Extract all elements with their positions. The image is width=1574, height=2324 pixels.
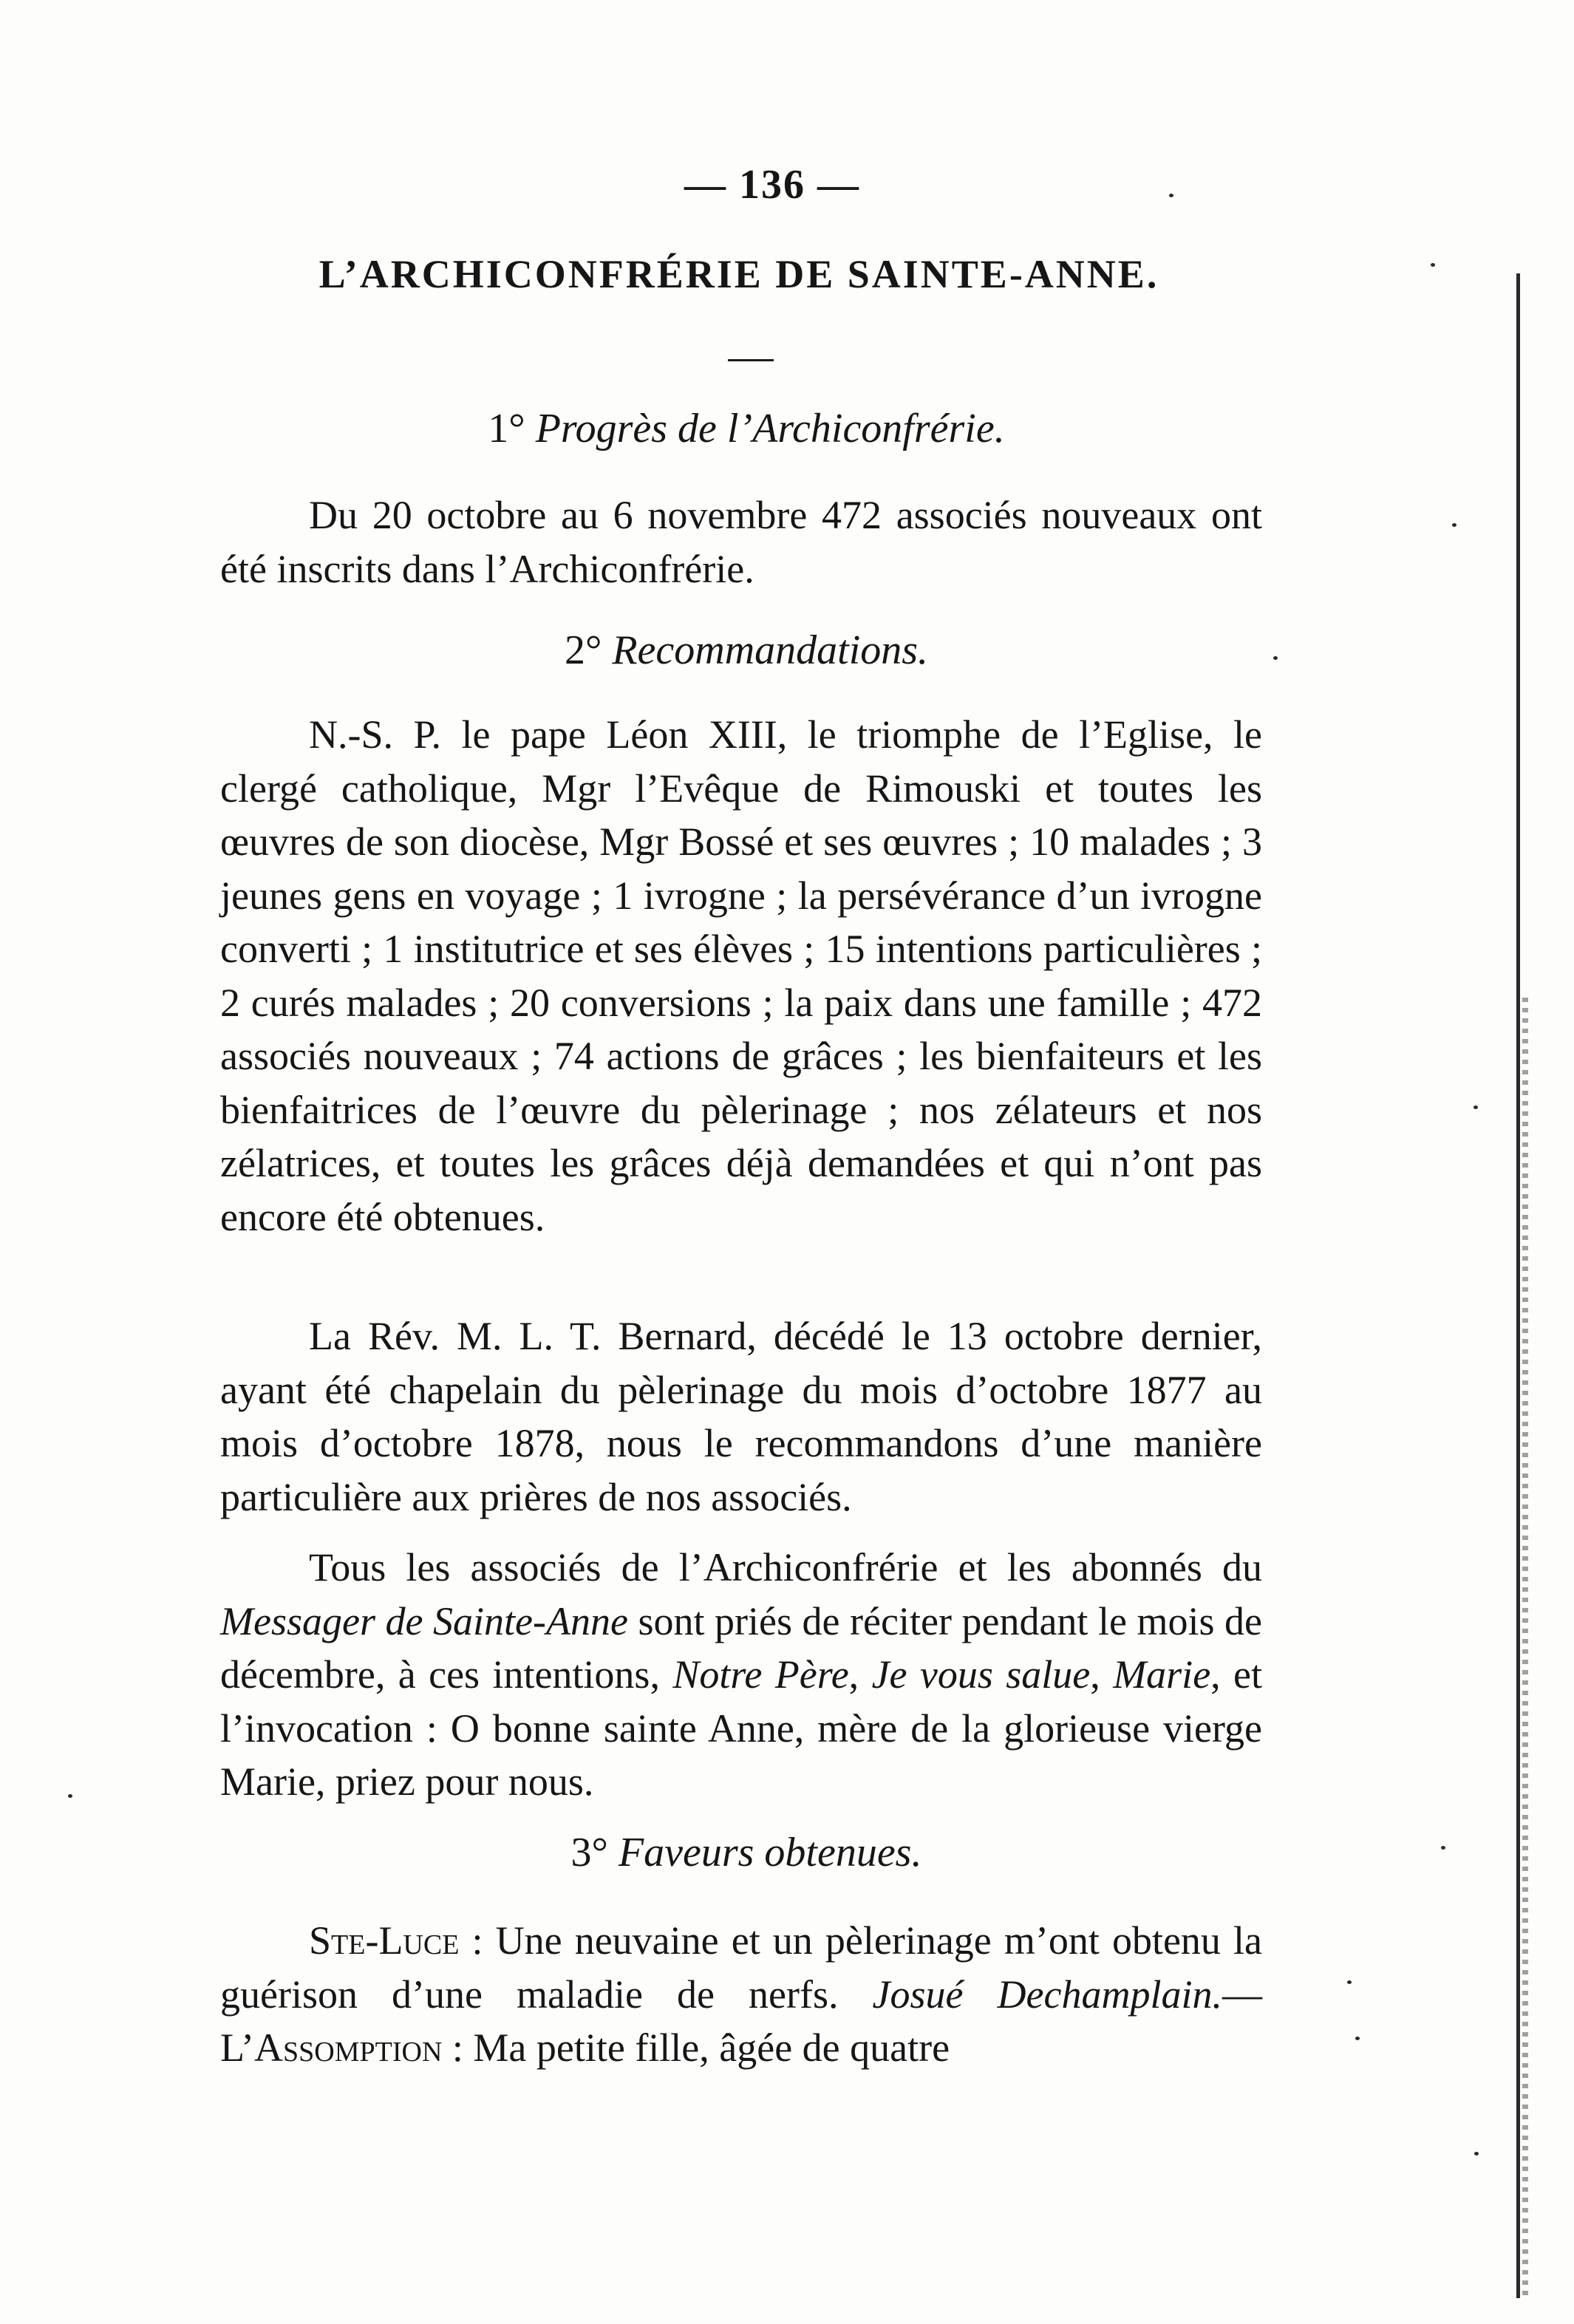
recommendations-paragraph-3 xyxy=(220,1541,1262,1809)
section-heading-favours xyxy=(0,1829,1493,1876)
place-name: L’Assomption xyxy=(220,2025,443,2070)
section-heading-text: Progrès de l’Archiconfrérie. xyxy=(535,406,1005,451)
scan-speck xyxy=(1452,523,1457,527)
title-divider xyxy=(728,359,774,361)
section-number: 3° xyxy=(570,1830,608,1875)
section-number: 1° xyxy=(488,406,525,451)
favours-paragraph xyxy=(220,1914,1262,2075)
prayer-title: Je vous salue xyxy=(871,1652,1091,1697)
scan-speck xyxy=(1441,1846,1445,1850)
page-title: L’ARCHICONFRÉRIE DE SAINTE-ANNE. xyxy=(318,252,1159,296)
recommendations-paragraph-2: La Rév. M. L. T. Bernard, décédé le 13 octobre dernier, ayant été chapelain du pèlerinage du mois d’octobre 1877 au mois d’octobre 1878, nous le recommandons d’une manière particulière aux prières de nos associés. xyxy=(220,1314,1262,1519)
section-heading-recommendations xyxy=(0,627,1493,674)
place-name: Ste-Luce xyxy=(309,1918,460,1963)
progress-paragraph: Du 20 octobre au 6 novembre 472 associés nouveaux ont été inscrits dans l’Archiconfrérie. xyxy=(220,493,1262,591)
scan-speck xyxy=(1355,2037,1360,2040)
paragraph-text: sont priés de réciter pendant le mois de décembre, à ces intentions, xyxy=(220,1598,1262,1697)
paragraph-text: , xyxy=(1090,1652,1114,1697)
section-heading-text: Recommandations. xyxy=(612,627,929,673)
paragraph-text: : Une neuvaine et un pèlerinage m’ont obtenu la guérison d’une maladie de nerfs. xyxy=(220,1918,1262,2017)
section-heading-progress xyxy=(0,405,1493,452)
scan-speck xyxy=(68,1794,72,1798)
page-number: — 136 — xyxy=(684,162,860,208)
scan-speck xyxy=(1431,263,1435,267)
paragraph-text: , xyxy=(848,1652,872,1697)
paragraph-text: , et l’invocation : O bonne sainte Anne, mère de la glorieuse vierge Marie, priez pour nous. xyxy=(220,1652,1263,1804)
recommendations-paragraph-1: N.-S. P. le pape Léon XIII, le triomphe de l’Eglise, le clergé catholique, Mgr l’Evêque de Rimouski et toutes les œuvres de son diocèse, Mgr Bossé et ses œuvres ; 10 malades ; 3 jeunes gens en voyage ; 1 ivrogne ; la persévérance d’un ivrogne converti ; 1 institutrice et ses élèves ; 15 intentions particulières ; 2 curés malades ; 20 conversions ; la paix dans une famille ; 472 associés nouveaux ; 74 actions de grâces ; les bienfaiteurs et les bienfaitrices de l’œuvre du pèlerinage ; nos zélateurs et nos zélatrices, et toutes les grâces déjà demandées et qui n’ont pas encore été obtenues. xyxy=(220,712,1262,1239)
prayer-title: Marie xyxy=(1113,1652,1211,1697)
paragraph-text: Tous les associés de l’Archiconfrérie et les abonnés du xyxy=(309,1545,1262,1589)
paragraph-text: : Ma petite fille, âgée de quatre xyxy=(442,2025,950,2070)
dash: — xyxy=(1222,1972,1262,2017)
signature: Josué Dechamplain. xyxy=(872,1972,1222,2017)
prayer-title: Notre Père xyxy=(672,1652,849,1697)
scan-speck xyxy=(1474,2152,1479,2156)
page-edge-line xyxy=(1516,273,1520,2298)
scan-speck xyxy=(1474,1105,1478,1109)
page-edge-shadow xyxy=(1522,998,1528,2298)
section-heading-text: Faveurs obtenues. xyxy=(618,1830,922,1875)
scan-speck xyxy=(1347,1980,1352,1984)
scan-speck xyxy=(1169,194,1173,197)
publication-title: Messager de Sainte-Anne xyxy=(220,1598,628,1643)
section-number: 2° xyxy=(564,627,602,673)
scan-speck xyxy=(1273,656,1278,660)
